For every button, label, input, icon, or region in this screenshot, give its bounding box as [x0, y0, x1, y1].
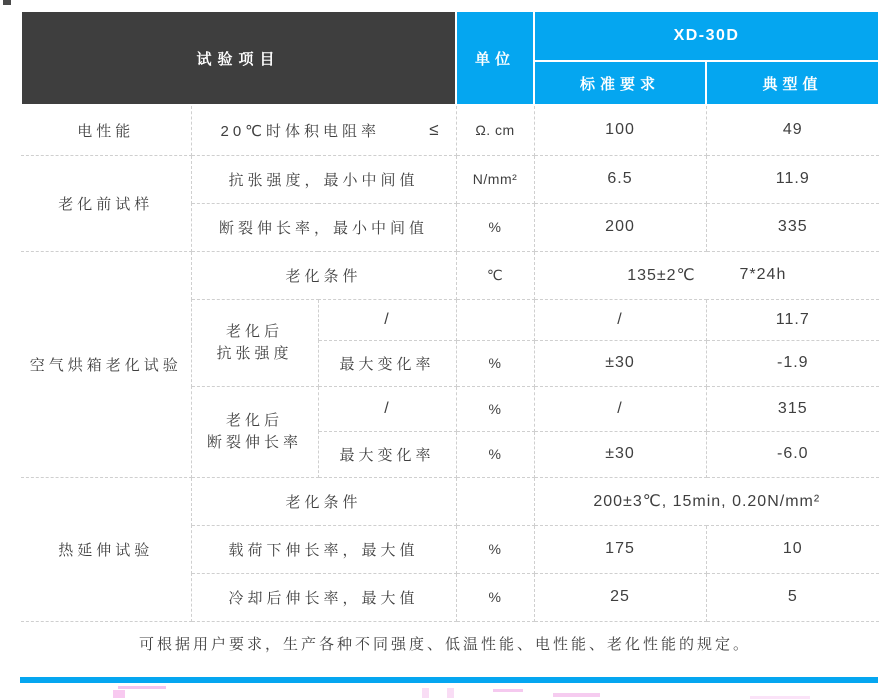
unit-tensile-slash: [456, 299, 534, 340]
typical-elongation-after-cooling: 5: [706, 573, 879, 621]
header-test-items: 试验项目: [21, 11, 456, 105]
standard-elongation-after-cooling: 25: [534, 573, 706, 621]
header-standard-requirement: 标准要求: [534, 61, 706, 105]
unit-elongation-at-break: %: [456, 203, 534, 251]
header-product-model: XD-30D: [534, 11, 879, 61]
value-aging-condition: [534, 251, 879, 299]
standard-tensile-slash: /: [534, 299, 706, 340]
item-elongation-after-cooling: 冷却后伸长率，最大值: [191, 573, 456, 621]
standard-elongation-at-break: 200: [534, 203, 706, 251]
cropped-artifact: [553, 693, 600, 697]
item-tensile-strength: 抗张强度，最小中间值: [191, 155, 456, 203]
standard-volume-resistivity: 100: [534, 105, 706, 155]
unit-elongation-after-cooling: %: [456, 573, 534, 621]
less-than-or-equal-symbol: ≤: [429, 120, 439, 140]
cropped-artifact: [447, 688, 454, 698]
cropped-artifact: [422, 688, 429, 698]
aging-condition-standard: 135±2℃: [627, 267, 696, 284]
group-post-aging-elongation: [191, 386, 318, 477]
item-hot-set-condition: 老化条件: [191, 477, 456, 525]
category-air-oven-aging: 空气烘箱老化试验: [21, 251, 191, 477]
typical-elongation-under-load: 10: [706, 525, 879, 573]
group-post-aging-tensile: [191, 299, 318, 386]
cropped-artifact: [493, 689, 523, 692]
value-hot-set-condition: 200±3℃, 15min, 0.20N/mm²: [534, 477, 879, 525]
standard-tensile-strength: 6.5: [534, 155, 706, 203]
item-elongation-under-load: 载荷下伸长率，最大值: [191, 525, 456, 573]
typical-tensile-strength: 11.9: [706, 155, 879, 203]
category-electrical: 电性能: [21, 105, 191, 155]
unit-elongation-slash: %: [456, 386, 534, 431]
typical-tensile-max-change: -1.9: [706, 340, 879, 386]
header-typical-value: 典型值: [706, 61, 879, 105]
unit-hot-set-condition: [456, 477, 534, 525]
cropped-artifact: [113, 690, 125, 698]
group-label-line2: 抗张强度: [216, 344, 293, 362]
spec-table: [20, 10, 880, 622]
unit-volume-resistivity: Ω. cm: [456, 105, 534, 155]
bottom-rule: [20, 677, 878, 683]
item-tensile-slash: /: [318, 299, 456, 340]
item-aging-condition: 老化条件: [191, 251, 456, 299]
typical-tensile-slash: 11.7: [706, 299, 879, 340]
item-volume-resistivity: [191, 105, 456, 155]
item-volume-resistivity-label: 20℃时体积电阻率: [220, 122, 381, 140]
unit-elongation-under-load: %: [456, 525, 534, 573]
typical-elongation-slash: 315: [706, 386, 879, 431]
group-label-line1: 老化后: [225, 411, 283, 429]
typical-elongation-at-break: 335: [706, 203, 879, 251]
aging-condition-typical: 7*24h: [739, 266, 787, 283]
item-elongation-at-break: 断裂伸长率，最小中间值: [191, 203, 456, 251]
group-label-line1: 老化后: [225, 322, 283, 340]
category-hot-set: 热延伸试验: [21, 477, 191, 621]
unit-elongation-max-change: %: [456, 431, 534, 477]
standard-elongation-slash: /: [534, 386, 706, 431]
item-tensile-max-change: 最大变化率: [318, 340, 456, 386]
unit-tensile-max-change: %: [456, 340, 534, 386]
standard-tensile-max-change: ±30: [534, 340, 706, 386]
standard-elongation-max-change: ±30: [534, 431, 706, 477]
unit-aging-condition: ℃: [456, 251, 534, 299]
unit-tensile-strength: N/mm²: [456, 155, 534, 203]
item-elongation-max-change: 最大变化率: [318, 431, 456, 477]
header-unit: 单位: [456, 11, 534, 105]
group-label-line2: 断裂伸长率: [206, 433, 302, 451]
footer-note: 可根据用户要求，生产各种不同强度、低温性能、电性能、老化性能的规定。: [138, 636, 751, 653]
category-pre-aging: 老化前试样: [21, 155, 191, 251]
item-elongation-slash: /: [318, 386, 456, 431]
typical-volume-resistivity: 49: [706, 105, 879, 155]
cropped-artifact: [3, 0, 11, 5]
typical-elongation-max-change: -6.0: [706, 431, 879, 477]
cropped-artifact: [118, 686, 166, 689]
standard-elongation-under-load: 175: [534, 525, 706, 573]
